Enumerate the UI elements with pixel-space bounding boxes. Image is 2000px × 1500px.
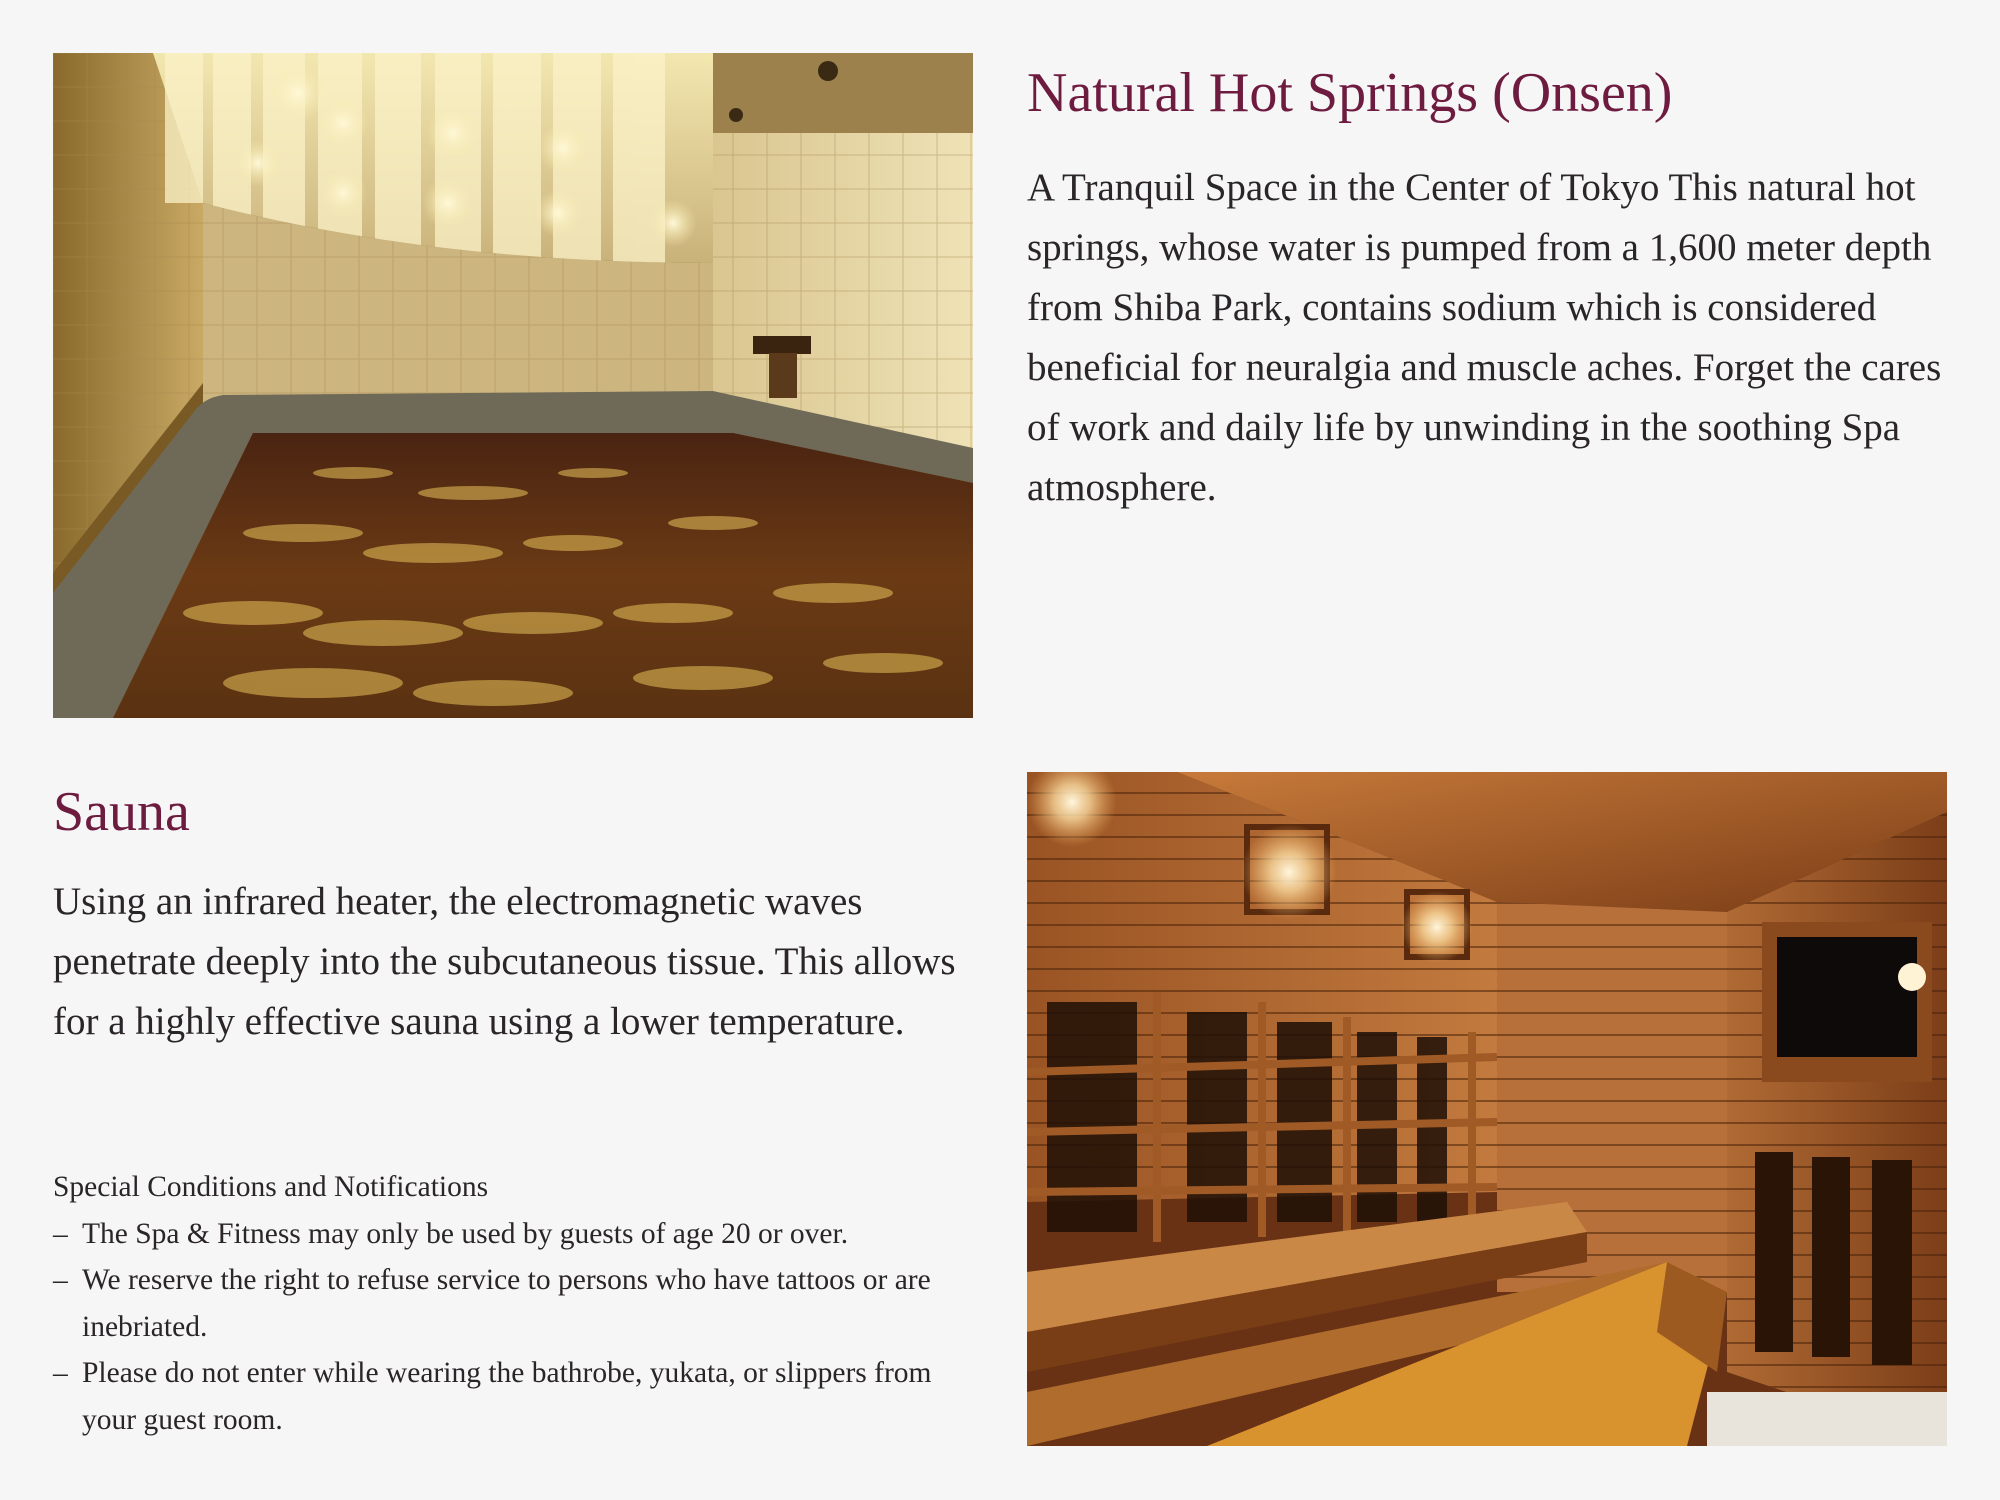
sauna-description: Using an infrared heater, the electromagnetic waves penetrate deeply into the subcutaneous tissue. This allows for a highly effective sauna using a lower temperature. [53,880,956,1043]
notice-text: We reserve the right to refuse service to persons who have tattoos or are inebriated. [82,1264,931,1343]
onsen-description: A Tranquil Space in the Center of Tokyo This natural hot springs, whose water is pumped from a 1,600 meter depth from Shiba Park, contains sodium which is considered beneficial for neuralgia and muscle aches. Forget the cares of work and daily life by unwinding in the soothing Spa atmosphere. [1027,166,1942,509]
sauna-title: Sauna [53,781,190,843]
notice-item [53,1350,983,1443]
notice-text: Please do not enter while wearing the bathrobe, yukata, or slippers from your guest room. [82,1357,932,1436]
onsen-photo [53,53,973,718]
notice-item [53,1257,983,1350]
notices-title: Special Conditions and Notifications [53,1171,489,1203]
special-conditions [53,1164,983,1443]
notice-text: The Spa & Fitness may only be used by guests of age 20 or over. [82,1217,849,1250]
notice-bullet: – [53,1264,68,1296]
notice-bullet: – [53,1357,68,1389]
notices-list [53,1211,983,1444]
onsen-title: Natural Hot Springs (Onsen) [1027,62,1673,124]
sauna-photo [1027,772,1947,1446]
notice-bullet: – [53,1217,68,1250]
notice-item [53,1211,983,1258]
